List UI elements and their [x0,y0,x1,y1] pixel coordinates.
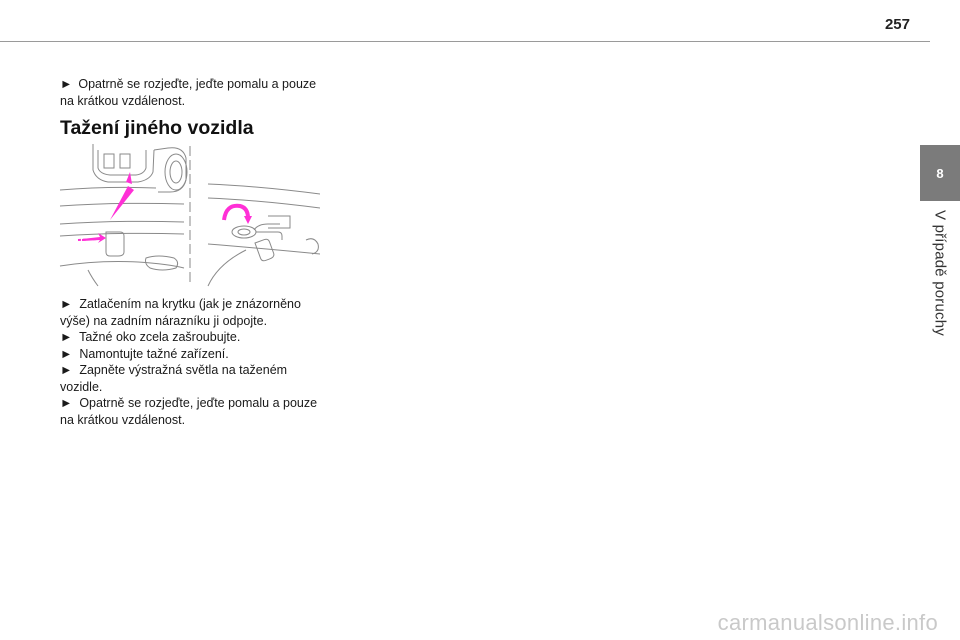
bullet-arrow-icon: ► [60,77,73,91]
step-1-continued: výše) na zadním nárazníku ji odpojte. [60,313,268,328]
chapter-tab-number[interactable]: 8 [920,145,960,201]
bullet-arrow-icon: ► [60,363,73,377]
step-2: ► Tažné oko zcela zašroubujte. [60,330,241,344]
step-1: ► Zatlačením na krytku (jak je znázorněno [60,297,301,311]
page-number: 257 [884,16,910,33]
step-3: ► Namontujte tažné zařízení. [60,346,229,361]
intro-text-line2: na krátkou vzdálenost. [60,93,186,108]
intro-paragraph [60,76,330,109]
bullet-arrow-icon: ► [60,297,73,311]
header-rule [0,41,930,42]
footer-watermark: carmanualsonline.info [717,610,938,635]
step-4: ► Zapněte výstražná světla na taženém [60,363,288,377]
chapter-tab-title [920,210,960,350]
bullet-arrow-icon: ► [60,396,73,410]
instruction-list [60,296,330,428]
step-5-continued: na krátkou vzdálenost. [60,412,186,427]
intro-text-line1: Opatrně se rozjeďte, jeďte pomalu a pouze [78,77,317,91]
section-heading: Tažení jiného vozidla [60,117,254,139]
bullet-arrow-icon: ► [60,330,73,344]
step-5: ► Opatrně se rozjeďte, jeďte pomalu a pouze [60,396,318,410]
chapter-title-text: V případě poruchy [931,210,949,336]
step-4-continued: vozidle. [60,379,103,394]
towing-eye-illustration [58,140,320,290]
bullet-arrow-icon: ► [60,346,73,361]
